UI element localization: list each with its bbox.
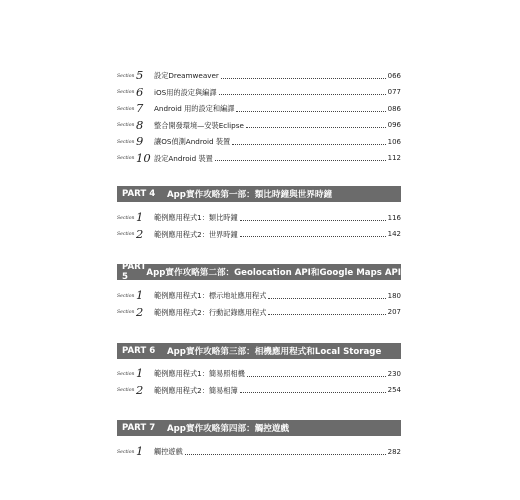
part-heading[interactable] (117, 186, 401, 202)
toc-entry[interactable] (117, 206, 401, 223)
entry-title: 整合開發環境—安裝Eclipse (154, 120, 244, 130)
entry-title: 範例應用程式1：標示地址應用程式 (154, 291, 267, 301)
part-title: App實作攻略第一部：類比時鐘與世界時鐘 (167, 190, 333, 200)
section-number: 1 (136, 444, 144, 458)
part-label: PART 5 (122, 262, 147, 282)
section-number: 1 (136, 366, 144, 380)
entry-title: 觸控遊戲 (154, 447, 183, 457)
part-heading[interactable] (117, 343, 401, 359)
part-title: App實作攻略第二部：Geolocation API和Google Maps API (146, 268, 401, 278)
page-number: 066 (387, 71, 401, 80)
section-word: Section (117, 139, 135, 145)
dot-leader (232, 143, 385, 145)
toc-entry[interactable] (117, 223, 401, 240)
section-word: Section (117, 90, 135, 96)
dot-leader (221, 77, 386, 79)
dot-leader (240, 391, 386, 393)
section-number: 9 (136, 134, 144, 148)
entry-title: Android 用的設定和編譯 (154, 104, 235, 114)
entry-title: 讓OS偵測Android 裝置 (154, 137, 231, 147)
section-word: Section (117, 73, 135, 79)
toc-entry[interactable] (117, 379, 401, 396)
part-label: PART 4 (122, 189, 156, 199)
page-number: 207 (387, 308, 401, 316)
toc-entry[interactable] (117, 440, 401, 457)
section-number: 6 (136, 84, 144, 99)
page-number: 077 (387, 88, 401, 96)
part-label: PART 7 (122, 423, 156, 433)
entry-title: 範例應用程式2：簡易相簿 (154, 385, 238, 395)
part-heading[interactable] (117, 420, 401, 436)
toc-entry[interactable] (117, 301, 401, 318)
section-number: 1 (136, 210, 144, 224)
entry-title: 設定Android 裝置 (154, 153, 213, 163)
section-number: 7 (136, 101, 144, 115)
toc-section-list (117, 64, 401, 163)
part-label: PART 6 (122, 346, 156, 356)
dot-leader (185, 453, 386, 455)
dot-leader (236, 110, 385, 112)
page-number: 254 (387, 386, 401, 394)
page-number: 116 (387, 213, 401, 222)
part-heading[interactable] (117, 264, 401, 280)
entry-title: iOS用的設定與編譯 (154, 87, 217, 97)
toc-entry[interactable] (117, 114, 401, 131)
section-number: 2 (136, 382, 144, 397)
page-number: 142 (387, 230, 401, 238)
dot-leader (246, 126, 386, 128)
dot-leader (268, 313, 385, 315)
dot-leader (268, 297, 385, 299)
section-number: 8 (136, 117, 144, 132)
section-word: Section (117, 310, 135, 316)
toc-entry[interactable] (117, 130, 401, 147)
page-number: 096 (387, 121, 401, 129)
dot-leader (215, 159, 386, 161)
toc-section-list (117, 362, 401, 395)
page-number: 230 (387, 369, 401, 378)
entry-title: 設定Dreamweaver (154, 71, 219, 81)
entry-title: 範例應用程式1：簡易照相機 (154, 369, 245, 379)
toc-entry[interactable] (117, 81, 401, 98)
section-word: Section (117, 123, 135, 129)
section-word: Section (117, 215, 135, 221)
entry-title: 範例應用程式1：類比時鐘 (154, 213, 238, 223)
toc-section-list (117, 206, 401, 239)
section-word: Section (117, 449, 135, 455)
toc-entry[interactable] (117, 147, 401, 164)
page-number: 282 (387, 447, 401, 456)
dot-leader (240, 235, 386, 237)
section-number: 2 (136, 226, 144, 241)
part-title: App實作攻略第四部：觸控遊戲 (167, 424, 290, 434)
section-word: Section (117, 293, 135, 299)
toc-entry[interactable] (117, 97, 401, 114)
toc-entry[interactable] (117, 362, 401, 379)
section-word: Section (117, 156, 135, 162)
section-word: Section (117, 232, 135, 238)
toc-entry[interactable] (117, 284, 401, 301)
page-number: 112 (387, 154, 401, 162)
entry-title: 範例應用程式2：行動記錄應用程式 (154, 307, 267, 317)
toc-section-list (117, 440, 401, 457)
toc-entry[interactable] (117, 64, 401, 81)
dot-leader (240, 219, 386, 221)
page-number: 180 (387, 291, 401, 300)
page-number: 086 (387, 104, 401, 113)
section-number: 5 (136, 68, 144, 82)
section-number: 2 (136, 304, 144, 319)
toc-section-list (117, 284, 401, 317)
dot-leader (219, 93, 386, 95)
section-number: 10 (136, 150, 151, 165)
section-word: Section (117, 388, 135, 394)
section-number: 1 (136, 288, 144, 302)
page-number: 106 (387, 137, 401, 146)
entry-title: 範例應用程式2：世界時鐘 (154, 229, 238, 239)
dot-leader (247, 375, 386, 377)
section-word: Section (117, 371, 135, 377)
part-title: App實作攻略第三部：相機應用程式和Local Storage (167, 347, 382, 357)
section-word: Section (117, 106, 135, 112)
